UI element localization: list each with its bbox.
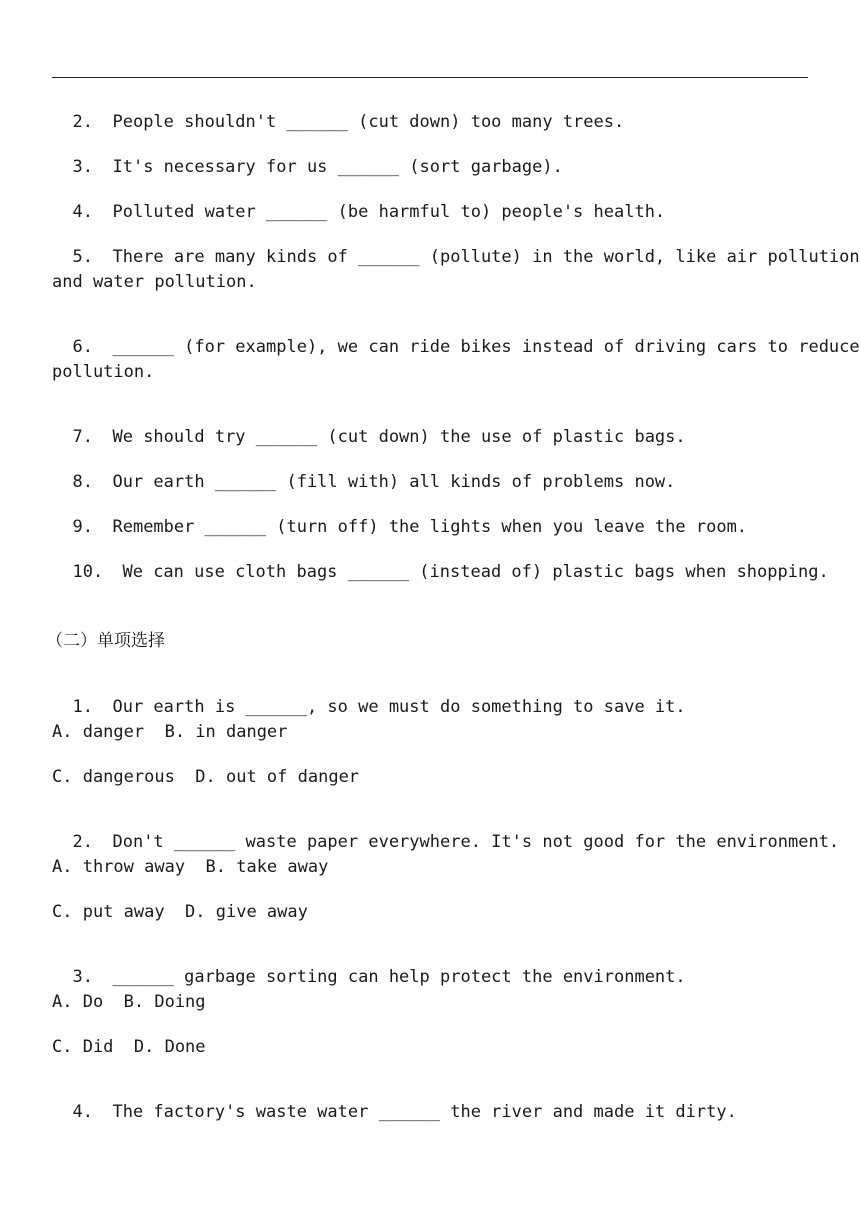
options-line: C. put away D. give away: [52, 902, 308, 922]
item-2: [52, 92, 822, 132]
question-text: The factory's waste water ______ the river and made it dirty.: [112, 1102, 737, 1122]
item-5: [52, 227, 860, 267]
options-line: C. Did D. Done: [52, 1037, 206, 1057]
item-number: 9.: [72, 517, 93, 537]
options-line: A. danger B. in danger: [52, 722, 288, 742]
section-heading: （二）单项选择: [46, 631, 165, 651]
question-1: [52, 677, 822, 717]
item-text: Our earth ______ (fill with) all kinds of problems now.: [112, 472, 676, 492]
question-3: [52, 947, 822, 987]
item-7: [52, 407, 822, 447]
options-line: C. dangerous D. out of danger: [52, 767, 360, 787]
item-10: [52, 542, 829, 582]
item-text: Remember ______ (turn off) the lights when you leave the room.: [112, 517, 748, 537]
item-6: [52, 317, 860, 357]
item-text: It's necessary for us ______ (sort garbage).: [112, 157, 563, 177]
item-5-continued: and water pollution.: [52, 272, 257, 292]
item-number: 10.: [72, 562, 104, 582]
item-number: 6.: [72, 337, 93, 357]
item-text: We can use cloth bags ______ (instead of) plastic bags when shopping.: [122, 562, 829, 582]
options-line: A. Do B. Doing: [52, 992, 206, 1012]
item-9: [52, 497, 822, 537]
question-text: ______ garbage sorting can help protect the environment.: [112, 967, 686, 987]
question-text: Our earth is ______, so we must do something to save it.: [112, 697, 686, 717]
question-number: 2.: [72, 832, 93, 852]
item-4: [52, 182, 822, 222]
question-number: 3.: [72, 967, 93, 987]
item-number: 3.: [72, 157, 93, 177]
item-text: We should try ______ (cut down) the use of plastic bags.: [112, 427, 686, 447]
question-number: 1.: [72, 697, 93, 717]
question-number: 4.: [72, 1102, 93, 1122]
options-line: A. throw away B. take away: [52, 857, 329, 877]
item-8: [52, 452, 822, 492]
item-number: 4.: [72, 202, 93, 222]
item-text: ______ (for example), we can ride bikes instead of driving cars to reduce: [112, 337, 860, 357]
item-text: Polluted water ______ (be harmful to) people's health.: [112, 202, 666, 222]
item-text: People shouldn't ______ (cut down) too many trees.: [112, 112, 625, 132]
question-2: [52, 812, 840, 852]
question-text: Don't ______ waste paper everywhere. It's not good for the environment.: [112, 832, 840, 852]
item-6-continued: pollution.: [52, 362, 155, 382]
item-3: [52, 137, 822, 177]
item-text: There are many kinds of ______ (pollute) in the world, like air pollution: [112, 247, 860, 267]
header-rule: [52, 77, 808, 78]
item-number: 8.: [72, 472, 93, 492]
item-number: 2.: [72, 112, 93, 132]
question-4: [52, 1082, 822, 1122]
item-number: 7.: [72, 427, 93, 447]
item-number: 5.: [72, 247, 93, 267]
